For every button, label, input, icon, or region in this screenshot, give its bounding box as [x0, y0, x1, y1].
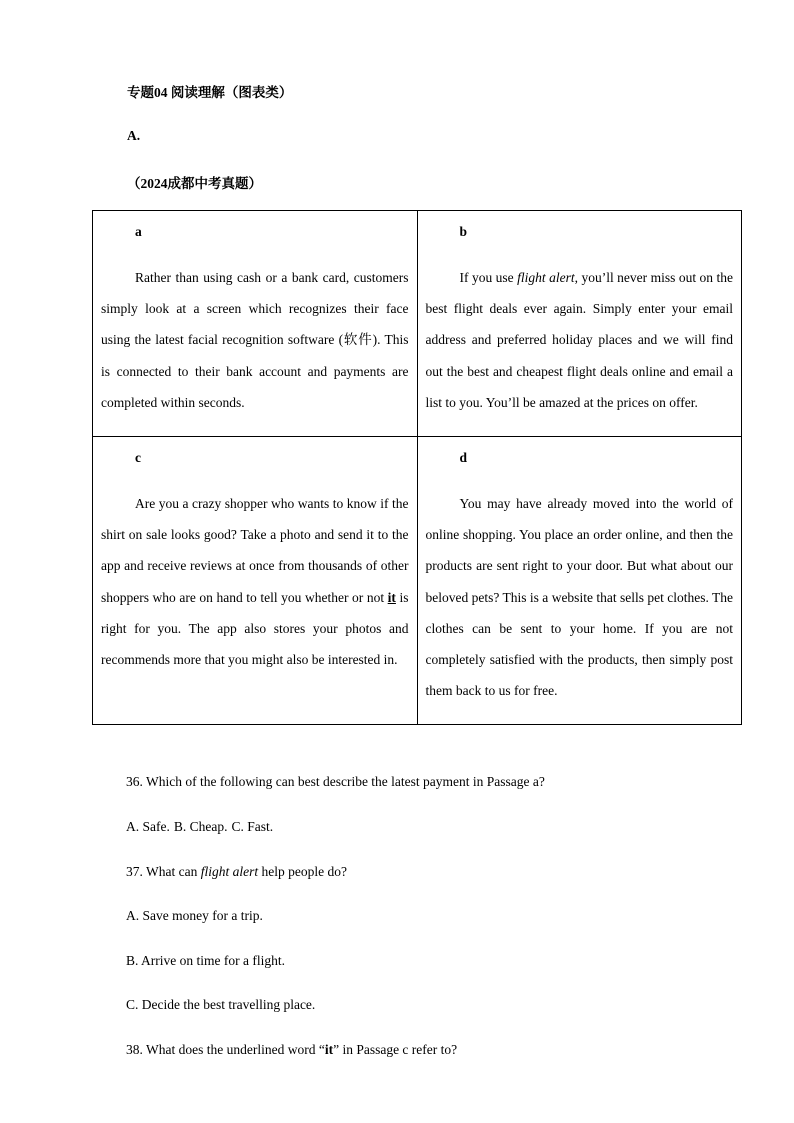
question-37-option-c: C. Decide the best travelling place.: [126, 997, 316, 1012]
passage-c-text: [101, 488, 409, 675]
question-38-stem-end: ” in Passage c refer to?: [333, 1042, 458, 1057]
passage-d-label: d: [459, 450, 468, 466]
source-label: （2024成都中考真题）: [127, 176, 262, 191]
document-title: 专题04 阅读理解（图表类）: [127, 85, 293, 100]
passage-a-cell: [93, 211, 418, 437]
question-37-stem: [126, 864, 347, 880]
passage-c-text-start: Are you a crazy shopper who wants to know if the shirt on sale looks good? Take a photo and send it to the app and receive reviews at once from thousands of other shoppers who are on hand to tell you whether or not: [101, 496, 409, 605]
question-37-italic-term: flight alert: [200, 864, 259, 879]
passage-b-italic-term: flight alert: [517, 270, 575, 285]
question-38-stem-start: 38. What does the underlined word “: [126, 1042, 325, 1057]
table-row: [93, 437, 742, 725]
passage-b-text: [426, 262, 734, 418]
passage-b-label: b: [459, 224, 468, 239]
question-36-options: [126, 819, 273, 835]
question-37-stem-start: 37. What can: [126, 864, 201, 879]
question-38-bold-word: it: [324, 1042, 334, 1057]
question-37-option-b: B. Arrive on time for a flight.: [126, 953, 285, 968]
passage-c-label: c: [135, 450, 141, 466]
passages-table: [92, 210, 742, 725]
passage-d-cell: [417, 437, 742, 725]
passage-b-text-end: , you’ll never miss out on the best flight deals ever again. Simply enter your email address and preferred holiday places and we will find out the best and cheapest flight deals online and email a list to you. You’ll be amazed at the prices on offer.: [425, 270, 733, 410]
passage-a-label: a: [135, 224, 142, 239]
question-36-option-b: B. Cheap.: [173, 819, 228, 834]
passage-b-cell: [417, 211, 742, 437]
question-36-option-a: A. Safe.: [126, 819, 170, 834]
question-36-stem: 36. Which of the following can best describe the latest payment in Passage a?: [126, 774, 545, 789]
passage-c-text-end: is right for you. The app also stores your photos and recommends more that you might also be interested in.: [101, 589, 409, 668]
question-37-stem-end: help people do?: [258, 864, 347, 879]
passage-c-cell: [93, 437, 418, 725]
table-row: [93, 211, 742, 437]
passage-c-underlined-word: it: [387, 589, 396, 605]
question-37-option-a: A. Save money for a trip.: [126, 908, 263, 923]
question-36-option-c: C. Fast.: [231, 819, 274, 834]
passage-d-text: You may have already moved into the world of online shopping. You place an order online, and then the products are sent right to your door. But what about our beloved pets? This is a website that sells pet clothes. The clothes can be sent to your home. If you are not completely satisfied with the products, then simply post them back to us for free.: [425, 496, 733, 699]
question-38-stem: [126, 1042, 457, 1058]
passage-a-text: Rather than using cash or a bank card, customers simply look at a screen which recognizes their face using the latest facial recognition software (软件). This is connected to their bank account and payments are completed within seconds.: [101, 270, 409, 410]
passage-b-text-start: If you use: [459, 270, 518, 285]
section-label: A.: [127, 128, 141, 143]
